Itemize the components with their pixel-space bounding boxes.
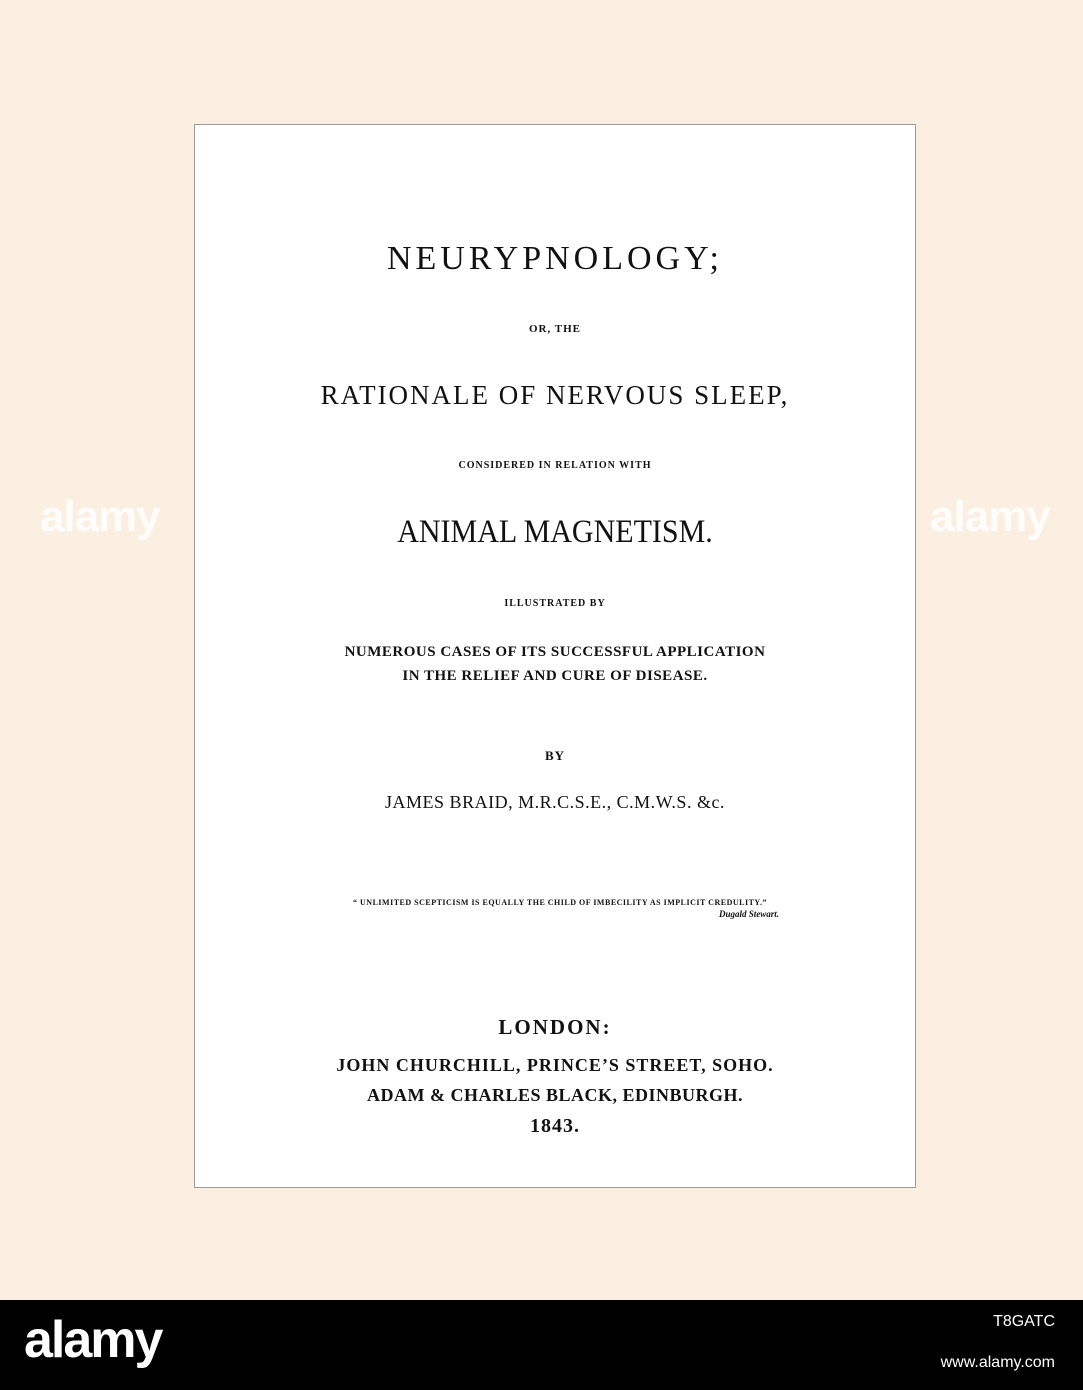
- or-the-text: OR, THE: [528, 323, 582, 335]
- book-subject: ANIMAL MAGNETISM.: [397, 513, 713, 550]
- watermark-right: alamy: [930, 492, 1050, 541]
- watermark-left: alamy: [40, 492, 160, 541]
- epigraph-quote: “ UNLIMITED SCEPTICISM IS EQUALLY THE CHILD OF IMBECILITY AS IMPLICIT CREDULITY.”: [353, 898, 767, 907]
- stock-footer-bar: [0, 1300, 1083, 1390]
- publisher-line-1: JOHN CHURCHILL, PRINCE’S STREET, SOHO.: [336, 1055, 774, 1075]
- publication-year: 1843.: [530, 1115, 580, 1137]
- epigraph: [195, 898, 915, 919]
- cases-line-2: IN THE RELIEF AND CURE OF DISEASE.: [402, 668, 708, 684]
- author-name: JAMES BRAID, M.R.C.S.E., C.M.W.S. &c.: [385, 792, 725, 812]
- cases-line-1: NUMEROUS CASES OF ITS SUCCESSFUL APPLICATION: [344, 644, 766, 660]
- publication-city: LONDON:: [498, 1015, 612, 1039]
- epigraph-author: Dugald Stewart.: [718, 909, 779, 919]
- illustrated-by-text: ILLUSTRATED BY: [504, 598, 606, 609]
- book-subtitle: RATIONALE OF NERVOUS SLEEP,: [320, 380, 790, 410]
- site-url: www.alamy.com: [940, 1354, 1055, 1371]
- alamy-logo: alamy: [24, 1311, 162, 1369]
- title-page: [194, 124, 916, 1188]
- image-id: T8GATC: [993, 1313, 1055, 1330]
- by-text: BY: [544, 748, 566, 763]
- book-title: NEURYPNOLOGY;: [386, 240, 723, 277]
- publisher-line-2: ADAM & CHARLES BLACK, EDINBURGH.: [366, 1085, 744, 1105]
- considered-text: CONSIDERED IN RELATION WITH: [458, 460, 652, 471]
